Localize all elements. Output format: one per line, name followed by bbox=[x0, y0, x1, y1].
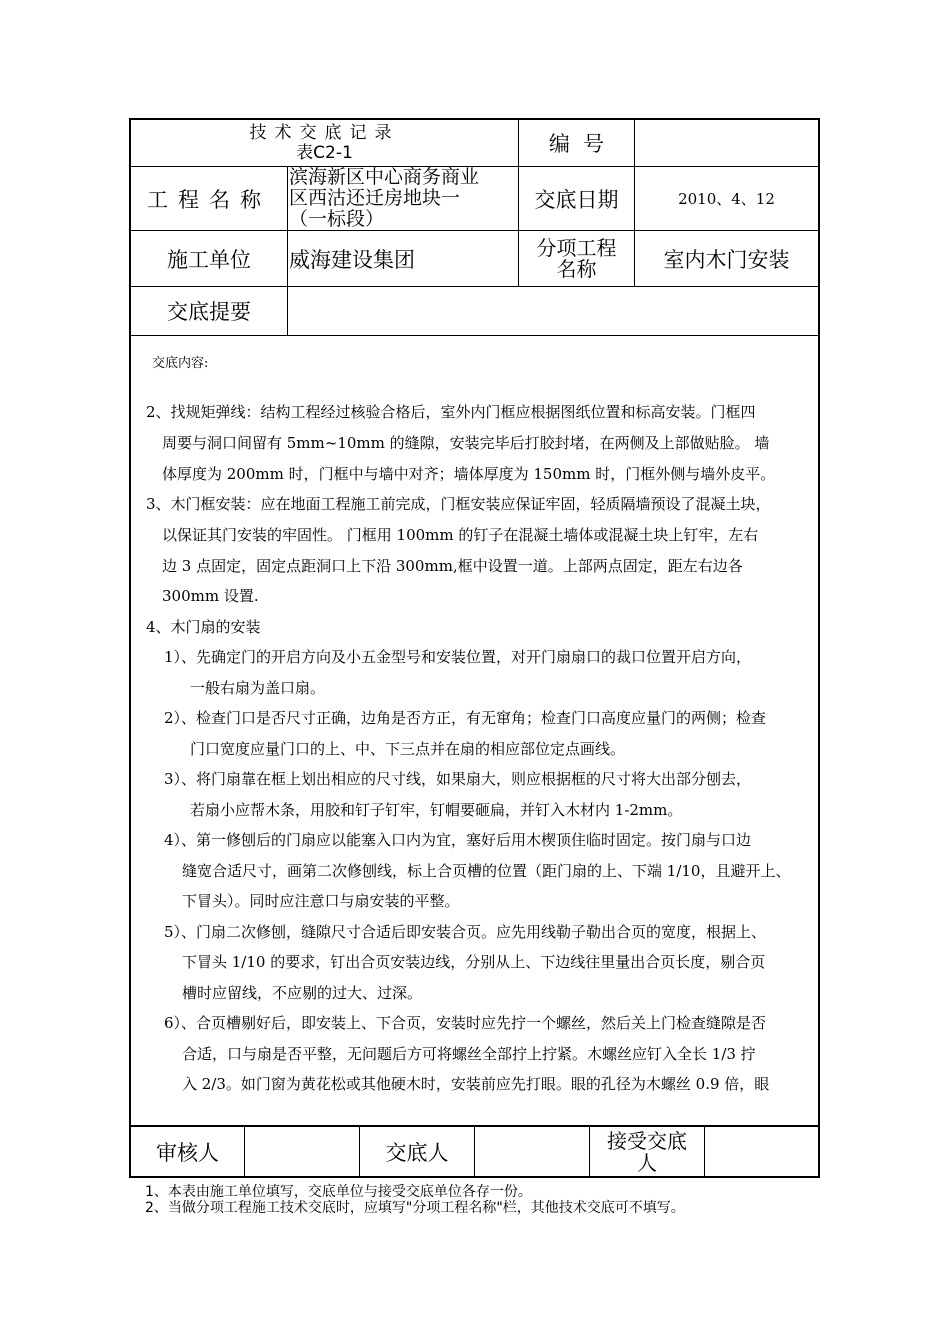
content-line: 300mm 设置. bbox=[162, 587, 259, 605]
construction-unit-label: 施工单位 bbox=[167, 247, 251, 272]
footnote: 2、当做分项工程施工技术交底时，应填写"分项工程名称"栏，其他技术交底可不填写。 bbox=[145, 1200, 685, 1216]
content-line: 边 3 点固定，固定点距洞口上下沿 300mm,框中设置一道。上部两点固定，距左右边各 bbox=[162, 557, 743, 575]
project-name-label: 工程名称 bbox=[147, 187, 271, 212]
summary-label: 交底提要 bbox=[167, 300, 251, 324]
content-heading: 交底内容: bbox=[152, 356, 209, 371]
project-name-line: 区西沽还迁房地块一 bbox=[289, 187, 461, 209]
receiver-label bbox=[590, 1127, 704, 1177]
content-line: 下冒头 1/10 的要求，钉出合页安装边线，分别从上、下边线往里量出合页长度，剔合页 bbox=[182, 953, 766, 971]
receiver-value[interactable] bbox=[705, 1127, 818, 1177]
construction-unit-value[interactable]: 威海建设集团 bbox=[289, 247, 415, 272]
sub-project-label-line: 分项工程 bbox=[536, 235, 617, 260]
reviewer-label: 审核人 bbox=[156, 1141, 219, 1165]
sub-project-value[interactable]: 室内木门安装 bbox=[663, 247, 790, 272]
receiver-label-line: 人 bbox=[637, 1151, 657, 1175]
reviewer-value[interactable] bbox=[245, 1127, 359, 1177]
content-line: 6）、合页槽剔好后，即安装上、下合页，安装时应先拧一个螺丝，然后关上门检查缝隙是否 bbox=[164, 1014, 767, 1032]
disclosure-date-value[interactable]: 2010、4、12 bbox=[678, 190, 775, 208]
number-label: 编 号 bbox=[548, 132, 605, 156]
content-line: 一般右扇为盖口扇。 bbox=[190, 679, 326, 697]
content-line: 2、找规矩弹线：结构工程经过核验合格后，室外内门框应根据图纸位置和标高安装。门框四 bbox=[146, 403, 756, 421]
content-line: 以保证其门安装的牢固性。 门框用 100mm 的钉子在混凝土墙体或混凝土块上钉牢，左右 bbox=[162, 526, 759, 544]
content-line: 缝宽合适尺寸，画第二次修刨线，标上合页槽的位置（距门扇的上、下端 1/10，且避开上、 bbox=[182, 862, 791, 880]
content-line: 4）、第一修刨后的门扇应以能塞入口内为宜，塞好后用木楔顶住临时固定。按门扇与口边 bbox=[164, 831, 752, 849]
footnote: 1、本表由施工单位填写，交底单位与接受交底单位各存一份。 bbox=[145, 1184, 532, 1200]
content-line: 门口宽度应量门口的上、中、下三点并在扇的相应部位定点画线。 bbox=[190, 740, 626, 758]
form-title-main: 技术交底记录 bbox=[249, 123, 400, 143]
content-line: 4、木门扇的安装 bbox=[146, 618, 261, 636]
content-line: 入 2/3。如门窗为黄花松或其他硬木时，安装前应先打眼。眼的孔径为木螺丝 0.9 倍，眼 bbox=[182, 1075, 770, 1093]
content-line: 体厚度为 200mm 时，门框中与墙中对齐；墙体厚度为 150mm 时，门框外侧与墙外皮平。 bbox=[162, 465, 776, 483]
content-line: 5）、门扇二次修刨，缝隙尺寸合适后即安装合页。应先用线勒子勒出合页的宽度，根据上、 bbox=[164, 923, 767, 941]
receiver-label-line: 接受交底 bbox=[607, 1129, 687, 1153]
disclosure-date-label: 交底日期 bbox=[534, 187, 619, 212]
discloser-label: 交底人 bbox=[385, 1141, 449, 1165]
content-line: 槽时应留线，不应剔的过大、过深。 bbox=[182, 984, 423, 1002]
sub-project-label-line: 名称 bbox=[556, 256, 597, 281]
content-line: 周要与洞口间留有 5mm~10mm 的缝隙，安装完毕后打胶封堵，在两侧及上部做贴脸。 墙 bbox=[162, 434, 770, 452]
content-line: 2）、检查门口是否尺寸正确，边角是否方正，有无窜角；检查门口高度应量门的两侧；检查 bbox=[164, 709, 767, 727]
content-line: 3）、将门扇靠在框上划出相应的尺寸线，如果扇大，则应根据框的尺寸将大出部分刨去， bbox=[164, 770, 752, 788]
form-title-code: 表C2-1 bbox=[296, 143, 353, 163]
discloser-value[interactable] bbox=[475, 1127, 589, 1177]
content-line: 下冒头）。同时应注意口与扇安装的平整。 bbox=[182, 892, 460, 910]
project-name-line: 滨海新区中心商务商业 bbox=[289, 167, 480, 188]
project-name-line: （一标段） bbox=[289, 208, 385, 230]
content-line: 若扇小应帮木条，用胶和钉子钉牢，钉帽要砸扁，并钉入木材内 1-2mm。 bbox=[190, 801, 683, 819]
content-line: 3、木门框安装：应在地面工程施工前完成，门框安装应保证牢固，轻质隔墙预设了混凝土块， bbox=[146, 495, 771, 513]
content-line: 合适，口与扇是否平整，无问题后方可将螺丝全部拧上拧紧。木螺丝应钉入全长 1/3 拧 bbox=[182, 1045, 756, 1063]
content-line: 1）、先确定门的开启方向及小五金型号和安装位置，对开门扇扇口的裁口位置开启方向， bbox=[164, 648, 752, 666]
